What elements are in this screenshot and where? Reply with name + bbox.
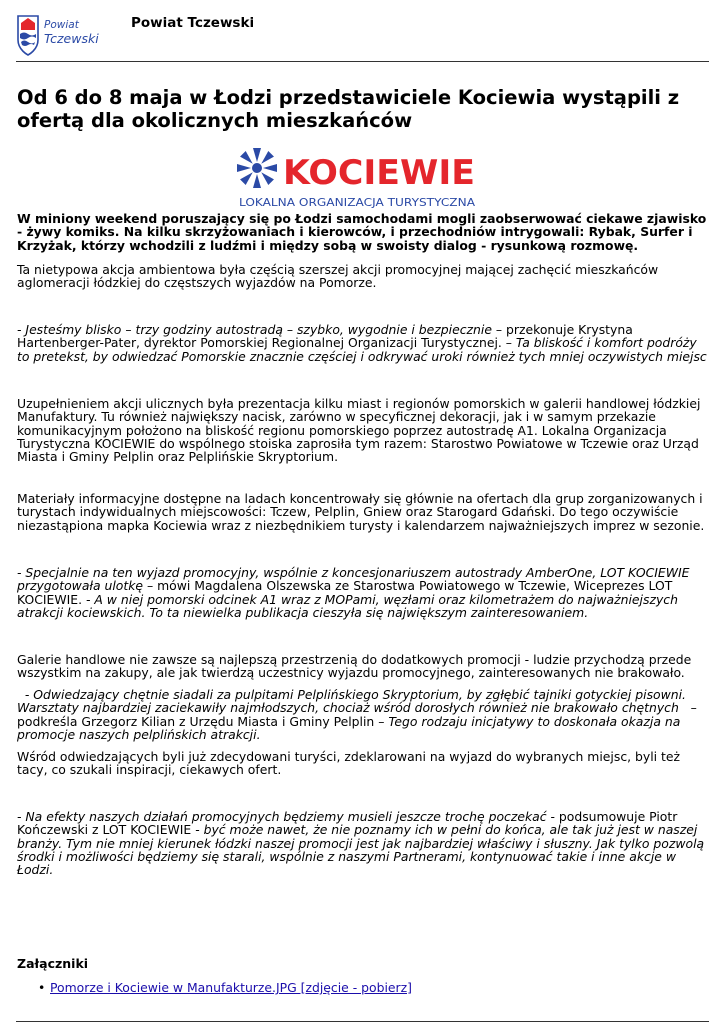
article-paragraph-8: Wśród odwiedzających byli już zdecydowani turyści, zdeklarowani na wyjazd do wybranych miejsc, byli też tacy, co szukali inspiracji, ciekawych ofert.	[17, 749, 681, 778]
quote-olszewska-cont: - A w niej pomorski odcinek A1 wraz z MOPami, węzłami oraz kilometrażem do najważniejszych atrakcji kociewskich. To ta niewielka publikacja cieszyła się największym zainteresowaniem.	[17, 591, 678, 620]
cornflower-icon	[237, 148, 277, 188]
quote-skryptorium: - Odwiedzający chętnie siadali za pulpitami Pelplińskiego Skryptorium, by zgłębić tajniki gotyckiej pisowni. Warsztaty najbardziej zaciekawiły najmłodszych, chociaż wśród dorosłych również nie brakowało chętnych	[17, 687, 690, 716]
article-paragraph-6: Galerie handlowe nie zawsze są najlepszą przestrzenią do dodatkowych promocji - ludzie przychodzą przede wszystkim na zakupy, ale jak twierdzą uczestnicy wyjazdu promocyjnego, zainteresowanych nie brakowało.	[17, 652, 692, 681]
bullet-icon: •	[38, 980, 46, 995]
svg-text:KOCIEWIE: KOCIEWIE	[283, 153, 475, 193]
quote-konczewski: - Na efekty naszych działań promocyjnych będziemy musieli jeszcze trochę poczekać	[17, 809, 547, 824]
article-lead: W miniony weekend poruszający się po Łodzi samochodami mogli zaobserwować ciekawe zjawisko - żywy komiks. Na kilku skrzyżowaniach i kierowców, i przechodniów intrygowali: Rybak, Surfer i Krzyżak, którzy wchodzili z ludźmi i między sobą w swoisty dialog - rysunkową rozmowę.	[17, 211, 707, 253]
quote-konczewski-cont: być może nawet, że nie poznamy ich w pełni do końca, ale tak już jest w naszej branży. Tym nie mniej kierunek łódzki naszej promocji jest jak najbardziej właściwy i słuszny. Jak tylko pozwolą środki i możliwości będziemy się starali, wspólnie z naszymi Partnerami, kontynuować takie i inne akcje w Łodzi.	[17, 822, 705, 878]
quote-hartenberger: - Jesteśmy blisko – trzy godziny autostradą – szybko, wygodnie i bezpiecznie	[17, 322, 492, 337]
page-header	[0, 0, 725, 62]
footer-divider	[16, 1021, 709, 1022]
svg-text:LOKALNA ORGANIZACJA TURYSTYCZN: LOKALNA ORGANIZACJA TURYSTYCZNA	[239, 196, 476, 209]
article-paragraph-9	[17, 810, 709, 876]
svg-text:Tczewski: Tczewski	[44, 31, 99, 46]
site-title: Powiat Tczewski	[131, 15, 255, 31]
attribution-olszewska: – mówi Magdalena Olszewska ze Starostwa Powiatowego w Tczewie, Wiceprezes LOT KOCIEWIE.	[17, 578, 673, 607]
attribution-kilian: – podkreśla Grzegorz Kilian z Urzędu Miasta i Gminy Pelplin –	[17, 700, 701, 729]
article-paragraph-2	[17, 323, 709, 363]
article-main	[17, 86, 707, 210]
quote-olszewska: - Specjalnie na ten wyjazd promocyjny, wspólnie z koncesjonariuszem autostrady AmberOne, LOT KOCIEWIE przygotowała ulotkę	[17, 565, 690, 594]
quote-hartenberger-cont: – Ta bliskość i komfort podróży to pretekst, by odwiedzać Pomorskie znacznie częściej i odkrywać uroki również tych mniej oczywistych miejsc	[17, 335, 707, 364]
article-title: Od 6 do 8 maja w Łodzi przedstawiciele Kociewia wystąpili z ofertą dla okolicznych mieszkańców	[17, 86, 680, 132]
article-paragraph-3: Uzupełnieniem akcji ulicznych była prezentacja kilku miast i regionów pomorskich w galerii handlowej łódzkiej Manufaktury. Tu również największy nacisk, zarówno w specyficznej dekoracji, jak i w samym przekazie komunikacyjnym położono na bliskość regionu pomorskiego poprzez autostradę A1. Lokalna Organizacja Turystyczna KOCIEWIE do wspólnego stoiska zaprosiła tym razem: Starostwo Powiatowe w Tczewie oraz Urząd Miasta i Gminy Pelplin oraz Pelplińskie Skryptorium.	[17, 396, 701, 465]
powiat-tczewski-logo[interactable]	[16, 14, 116, 58]
attachment-link[interactable]: Pomorze i Kociewie w Manufakturze.JPG [zdjęcie - pobierz]	[50, 980, 412, 995]
header-divider	[16, 61, 709, 62]
attribution-konczewski: - podsumowuje Piotr Kończewski z LOT KOCIEWIE -	[17, 809, 678, 838]
attachments-title: Załączniki	[17, 956, 89, 971]
article-paragraph-4: Materiały informacyjne dostępne na ladach koncentrowały się głównie na ofertach dla grup zorganizowanych i turystach indywidualnych miejscowości: Tczew, Pelplin, Gniew oraz Starogard Gdański. Do tego oczywiście niezastąpiona mapka Kociewia wraz z niezbędnikiem turysty i kalendarzem najważniejszych imprez w sezonie.	[17, 491, 705, 533]
svg-text:Powiat: Powiat	[44, 19, 79, 31]
quote-kilian: Tego rodzaju inicjatywy to doskonała okazja na promocje naszych pelplińskich atrakcji.	[17, 713, 681, 742]
article-paragraph-1: Ta nietypowa akcja ambientowa była częścią szerszej akcji promocyjnej mającej zachęcić mieszkańców aglomeracji łódzkiej do częstszych wyjazdów na Pomorze.	[17, 262, 659, 291]
article-paragraph-5	[17, 566, 709, 619]
attribution-hartenberger: – przekonuje Krystyna Hartenberger-Pater, dyrektor Pomorskiej Regionalnej Organizacji Turystycznej.	[17, 322, 633, 351]
attachments-list	[38, 980, 412, 995]
article-paragraph-7	[17, 688, 709, 741]
kociewie-logo	[235, 144, 479, 210]
